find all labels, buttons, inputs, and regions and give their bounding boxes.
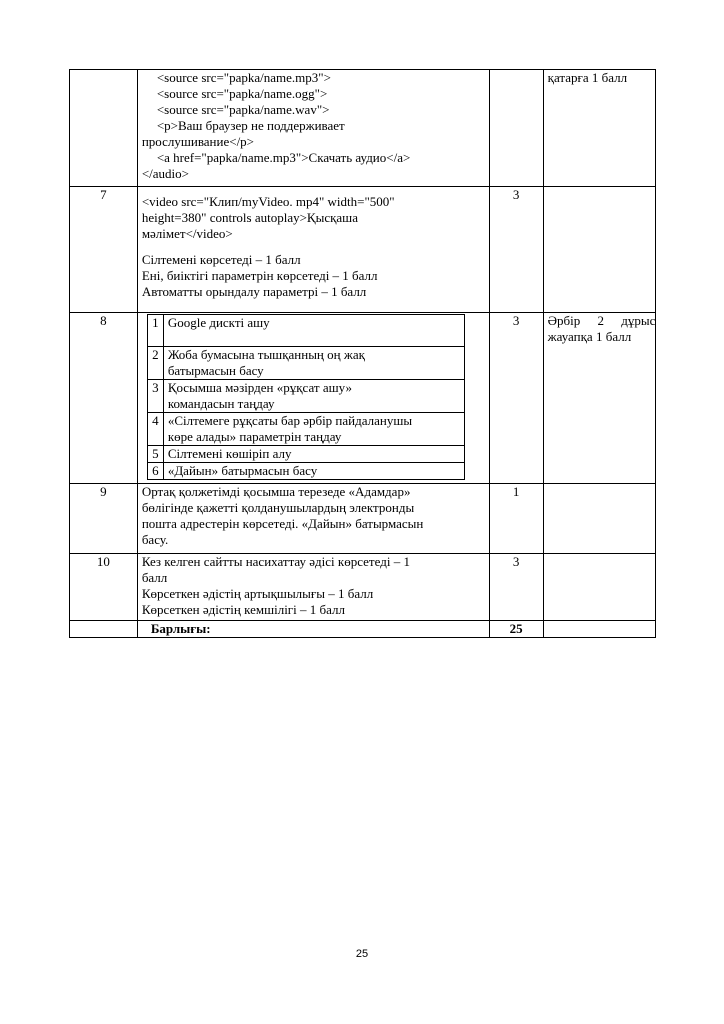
step-text	[163, 463, 464, 480]
code-line: <a href="papka/name.mp3">Скачать аудио</a>	[156, 150, 411, 165]
score-cell: 1	[489, 484, 543, 554]
table-row	[70, 187, 656, 313]
answer-line: балл	[141, 570, 168, 585]
answer-line: бөлігінде қажетті қолданушылардың электронды	[141, 500, 415, 515]
criteria-line: Ені, биіктігі параметрін көрсетеді – 1 балл	[141, 268, 378, 283]
note-cell	[543, 484, 655, 554]
answer-cell	[137, 484, 489, 554]
total-label-text: Барлығы:	[150, 621, 211, 636]
answer-key-table	[69, 69, 656, 638]
note-text: жауапқа 1 балл	[547, 329, 632, 344]
step-number: 2	[147, 347, 163, 380]
row-number-cell: 10	[70, 554, 138, 621]
step-row	[147, 446, 464, 463]
answer-cell	[137, 554, 489, 621]
score-cell	[489, 70, 543, 187]
note-text: Әрбір 2 дұрыс	[547, 313, 656, 328]
step-line: батырмасын басу	[167, 363, 264, 378]
step-line: «Дайын» батырмасын басу	[167, 463, 318, 478]
step-row	[147, 463, 464, 480]
table-row	[70, 554, 656, 621]
step-line: Google дискті ашу	[167, 315, 270, 330]
note-cell	[543, 187, 655, 313]
note-text: қатарға 1 балл	[547, 70, 628, 85]
answer-cell	[137, 187, 489, 313]
score-cell: 3	[489, 187, 543, 313]
step-row	[147, 315, 464, 347]
code-line: мәлімет</video>	[141, 226, 233, 241]
note-cell	[543, 554, 655, 621]
row-number-cell	[70, 621, 138, 638]
step-text	[163, 380, 464, 413]
step-row	[147, 413, 464, 446]
step-row	[147, 380, 464, 413]
row-number-cell: 7	[70, 187, 138, 313]
answer-line: Көрсеткен әдістің артықшылығы – 1 балл	[141, 586, 374, 601]
step-row	[147, 347, 464, 380]
code-line: прослушивание</p>	[141, 134, 255, 149]
total-row	[70, 621, 656, 638]
step-number: 4	[147, 413, 163, 446]
step-line: командасын таңдау	[167, 396, 275, 411]
step-text	[163, 446, 464, 463]
code-line: <source src="papka/name.wav">	[156, 102, 330, 117]
answer-cell	[137, 70, 489, 187]
answer-line: Кез келген сайтты насихаттау әдісі көрсетеді – 1	[141, 554, 410, 569]
step-number: 3	[147, 380, 163, 413]
step-number: 5	[147, 446, 163, 463]
step-line: Сілтемені көшіріп алу	[167, 446, 292, 461]
answer-line: Ортақ қолжетімді қосымша терезеде «Адамдар»	[141, 484, 411, 499]
code-line: height=380" controls autoplay>Қысқаша	[141, 210, 358, 225]
answer-line: пошта адрестерін көрсетеді. «Дайын» батырмасын	[141, 516, 424, 531]
table-row	[70, 313, 656, 484]
code-line: </audio>	[141, 166, 189, 181]
step-line: Жоба бумасына тышқанның оң жақ	[167, 347, 365, 362]
total-label	[137, 621, 489, 638]
step-text	[163, 413, 464, 446]
step-line: «Сілтемеге рұқсаты бар әрбір пайдаланушы	[167, 413, 413, 428]
criteria-line: Автоматты орындалу параметрі – 1 балл	[141, 284, 367, 299]
note-cell	[543, 70, 655, 187]
row-number-cell: 8	[70, 313, 138, 484]
step-line: көре алады» параметрін таңдау	[167, 429, 342, 444]
criteria-line: Сілтемені көрсетеді – 1 балл	[141, 252, 301, 267]
total-score: 25	[489, 621, 543, 638]
step-number: 1	[147, 315, 163, 347]
row-number-cell	[70, 70, 138, 187]
code-line: <source src="papka/name.ogg">	[156, 86, 328, 101]
step-line: Қосымша мәзірден «рұқсат ашу»	[167, 380, 352, 395]
step-text	[163, 315, 464, 347]
answer-line: Көрсеткен әдістің кемшілігі – 1 балл	[141, 602, 345, 617]
score-cell: 3	[489, 313, 543, 484]
answer-cell	[137, 313, 489, 484]
step-text	[163, 347, 464, 380]
table-row	[70, 484, 656, 554]
steps-table	[147, 314, 465, 480]
note-cell	[543, 621, 655, 638]
code-line: <video src="Клип/myVideo. mp4" width="500"	[141, 194, 395, 209]
note-cell	[543, 313, 655, 484]
code-line: <p>Ваш браузер не поддерживает	[156, 118, 345, 133]
step-number: 6	[147, 463, 163, 480]
page-number: 25	[355, 948, 369, 960]
score-cell: 3	[489, 554, 543, 621]
row-number-cell: 9	[70, 484, 138, 554]
answer-line: басу.	[141, 532, 169, 547]
code-line: <source src="papka/name.mp3">	[156, 70, 331, 85]
table-row	[70, 70, 656, 187]
